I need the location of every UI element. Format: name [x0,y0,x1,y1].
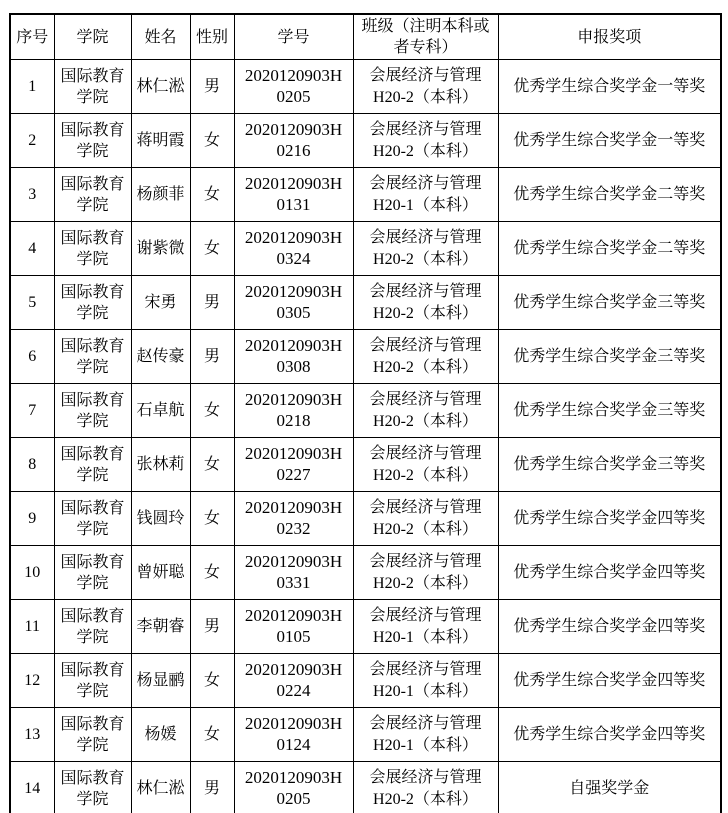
col-header-award: 申报奖项 [498,14,721,60]
cell-college: 国际教育学院 [54,546,131,600]
cell-student-id [234,492,353,546]
class-section-line: H20-2（本科） [373,790,478,808]
cell-no: 14 [10,762,54,813]
student-id-value: 2020120903H0218 [244,390,343,431]
table-row [10,222,721,276]
cell-class [353,600,498,654]
cell-college: 国际教育学院 [54,60,131,114]
cell-no: 4 [10,222,54,276]
cell-no: 2 [10,114,54,168]
cell-no: 7 [10,384,54,438]
student-id-value: 2020120903H0105 [244,606,343,647]
col-header-gender: 性别 [190,14,234,60]
class-section-line: H20-2（本科） [373,250,478,268]
cell-award: 优秀学生综合奖学金三等奖 [498,384,721,438]
class-program-line: 会展经济与管理 [369,283,482,301]
cell-award: 自强奖学金 [498,762,721,813]
cell-class [353,438,498,492]
cell-name: 杨显鹂 [131,654,190,708]
cell-no: 3 [10,168,54,222]
cell-college: 国际教育学院 [54,384,131,438]
table-header-row [10,14,721,60]
cell-award: 优秀学生综合奖学金一等奖 [498,114,721,168]
class-section-line: H20-1（本科） [373,682,478,700]
student-id-value: 2020120903H0205 [244,66,343,107]
class-program-line: 会展经济与管理 [369,121,482,139]
student-id-value: 2020120903H0227 [244,444,343,485]
class-program-line: 会展经济与管理 [369,67,482,85]
cell-class [353,762,498,813]
class-program-line: 会展经济与管理 [369,715,482,733]
cell-college: 国际教育学院 [54,114,131,168]
class-program-line: 会展经济与管理 [369,661,482,679]
class-program-line: 会展经济与管理 [369,337,482,355]
cell-student-id [234,276,353,330]
table-row [10,762,721,813]
student-id-value: 2020120903H0308 [244,336,343,377]
class-section-line: H20-1（本科） [373,736,478,754]
cell-student-id [234,114,353,168]
class-program-line: 会展经济与管理 [369,229,482,247]
cell-award: 优秀学生综合奖学金一等奖 [498,60,721,114]
cell-no: 6 [10,330,54,384]
class-program-line: 会展经济与管理 [369,607,482,625]
cell-gender: 男 [190,276,234,330]
class-section-line: H20-2（本科） [373,358,478,376]
cell-no: 9 [10,492,54,546]
class-section-line: H20-2（本科） [373,304,478,322]
student-id-value: 2020120903H0224 [244,660,343,701]
col-header-college: 学院 [54,14,131,60]
cell-student-id [234,654,353,708]
cell-no: 8 [10,438,54,492]
cell-college: 国际教育学院 [54,438,131,492]
cell-student-id [234,762,353,813]
cell-award: 优秀学生综合奖学金二等奖 [498,168,721,222]
cell-award: 优秀学生综合奖学金四等奖 [498,546,721,600]
cell-no: 11 [10,600,54,654]
cell-class [353,276,498,330]
cell-student-id [234,168,353,222]
table-row [10,384,721,438]
cell-name: 张林莉 [131,438,190,492]
student-id-value: 2020120903H0324 [244,228,343,269]
class-section-line: H20-2（本科） [373,88,478,106]
cell-gender: 女 [190,546,234,600]
class-program-line: 会展经济与管理 [369,391,482,409]
cell-class [353,492,498,546]
class-program-line: 会展经济与管理 [369,499,482,517]
cell-student-id [234,600,353,654]
col-header-class: 班级（注明本科或者专科） [353,14,498,60]
cell-college: 国际教育学院 [54,492,131,546]
student-id-value: 2020120903H0331 [244,552,343,593]
table-row [10,114,721,168]
cell-college: 国际教育学院 [54,330,131,384]
cell-class [353,114,498,168]
cell-college: 国际教育学院 [54,762,131,813]
cell-name: 钱圆玲 [131,492,190,546]
cell-name: 林仁淞 [131,60,190,114]
cell-student-id [234,60,353,114]
cell-student-id [234,546,353,600]
class-section-line: H20-1（本科） [373,628,478,646]
student-id-value: 2020120903H0124 [244,714,343,755]
cell-gender: 女 [190,438,234,492]
cell-award: 优秀学生综合奖学金三等奖 [498,276,721,330]
col-header-no: 序号 [10,14,54,60]
cell-award: 优秀学生综合奖学金三等奖 [498,438,721,492]
cell-no: 12 [10,654,54,708]
cell-award: 优秀学生综合奖学金二等奖 [498,222,721,276]
class-section-line: H20-2（本科） [373,520,478,538]
cell-no: 5 [10,276,54,330]
cell-name: 李朝睿 [131,600,190,654]
cell-gender: 男 [190,600,234,654]
table-row [10,546,721,600]
cell-no: 13 [10,708,54,762]
cell-name: 杨媛 [131,708,190,762]
cell-gender: 女 [190,708,234,762]
cell-gender: 女 [190,492,234,546]
table-row [10,600,721,654]
cell-college: 国际教育学院 [54,708,131,762]
cell-gender: 男 [190,60,234,114]
cell-name: 石卓航 [131,384,190,438]
col-header-student-id: 学号 [234,14,353,60]
cell-name: 曾妍聪 [131,546,190,600]
cell-award: 优秀学生综合奖学金四等奖 [498,654,721,708]
table-row [10,330,721,384]
cell-gender: 男 [190,762,234,813]
cell-no: 10 [10,546,54,600]
table-row [10,60,721,114]
cell-class [353,546,498,600]
table-body [10,60,721,813]
award-application-table [9,13,722,813]
class-program-line: 会展经济与管理 [369,175,482,193]
cell-name: 杨颜菲 [131,168,190,222]
cell-award: 优秀学生综合奖学金四等奖 [498,492,721,546]
cell-student-id [234,708,353,762]
class-section-line: H20-2（本科） [373,142,478,160]
cell-class [353,60,498,114]
cell-name: 蒋明霞 [131,114,190,168]
cell-award: 优秀学生综合奖学金四等奖 [498,708,721,762]
cell-gender: 女 [190,114,234,168]
class-section-line: H20-2（本科） [373,466,478,484]
cell-name: 谢紫微 [131,222,190,276]
cell-award: 优秀学生综合奖学金三等奖 [498,330,721,384]
cell-class [353,222,498,276]
class-section-line: H20-1（本科） [373,196,478,214]
student-id-value: 2020120903H0131 [244,174,343,215]
table-row [10,438,721,492]
table-row [10,492,721,546]
table-row [10,654,721,708]
table-row [10,276,721,330]
cell-gender: 女 [190,654,234,708]
cell-college: 国际教育学院 [54,168,131,222]
cell-class [353,168,498,222]
cell-gender: 女 [190,222,234,276]
cell-gender: 女 [190,168,234,222]
class-section-line: H20-2（本科） [373,412,478,430]
student-id-value: 2020120903H0205 [244,768,343,809]
cell-name: 宋勇 [131,276,190,330]
col-header-name: 姓名 [131,14,190,60]
cell-class [353,708,498,762]
cell-award: 优秀学生综合奖学金四等奖 [498,600,721,654]
student-id-value: 2020120903H0232 [244,498,343,539]
student-id-value: 2020120903H0305 [244,282,343,323]
cell-student-id [234,384,353,438]
cell-college: 国际教育学院 [54,222,131,276]
cell-class [353,384,498,438]
cell-name: 林仁淞 [131,762,190,813]
table-row [10,168,721,222]
cell-gender: 女 [190,384,234,438]
cell-student-id [234,330,353,384]
student-id-value: 2020120903H0216 [244,120,343,161]
cell-college: 国际教育学院 [54,276,131,330]
cell-name: 赵传豪 [131,330,190,384]
cell-gender: 男 [190,330,234,384]
cell-class [353,330,498,384]
cell-student-id [234,438,353,492]
cell-class [353,654,498,708]
class-program-line: 会展经济与管理 [369,769,482,787]
cell-no: 1 [10,60,54,114]
class-program-line: 会展经济与管理 [369,445,482,463]
cell-student-id [234,222,353,276]
cell-college: 国际教育学院 [54,654,131,708]
class-section-line: H20-2（本科） [373,574,478,592]
cell-college: 国际教育学院 [54,600,131,654]
class-program-line: 会展经济与管理 [369,553,482,571]
table-row [10,708,721,762]
